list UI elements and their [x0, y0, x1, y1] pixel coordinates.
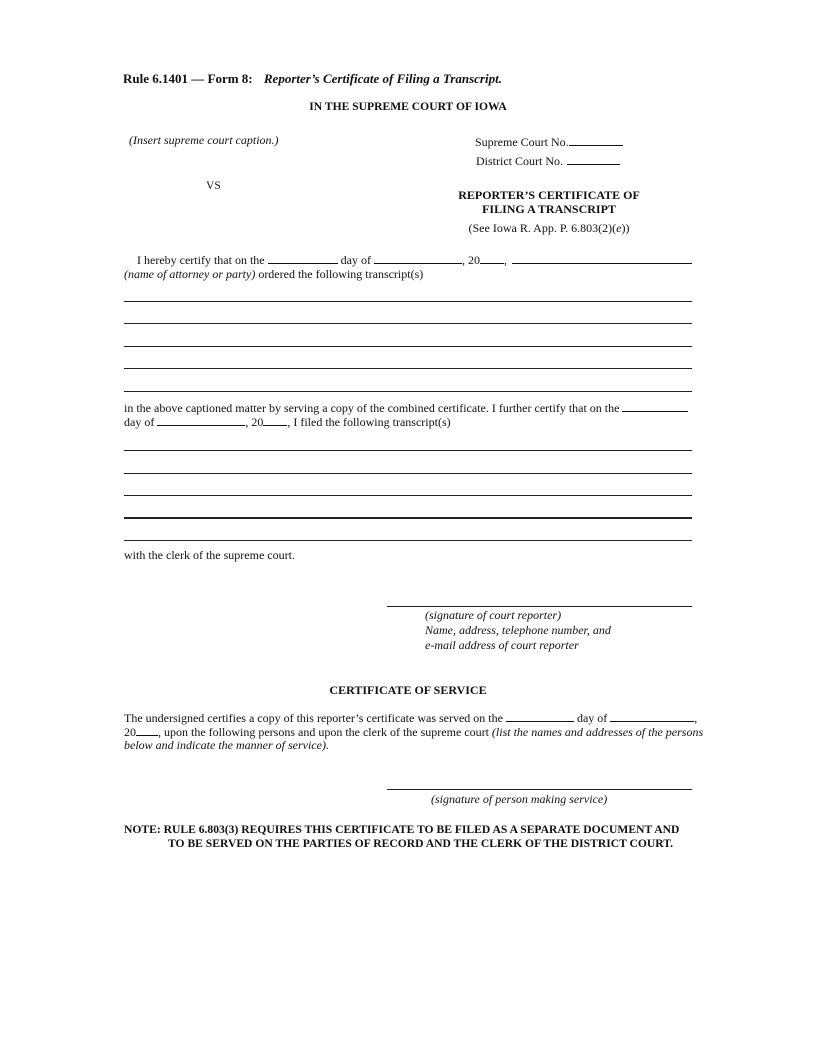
service-day-of: day of [576, 711, 608, 725]
citation-italic: e [616, 221, 622, 235]
service-day-field[interactable] [506, 710, 574, 722]
certify-line [137, 252, 507, 268]
service-signature-line[interactable] [387, 789, 692, 790]
form-heading [123, 71, 502, 86]
ordered-text: ordered the following transcript(s) [255, 267, 424, 281]
service-comma: , [694, 711, 698, 725]
service-signature-hint: (signature of person making service) [431, 792, 608, 806]
name-hint: (name of attorney or party) [124, 267, 256, 281]
service-year-prefix: 20 [124, 725, 136, 739]
insert-caption-hint: (Insert supreme court caption.) [129, 133, 279, 147]
citation-suffix: )) [621, 221, 630, 235]
rule-citation [469, 221, 630, 236]
filed-transcript-line-3[interactable] [124, 495, 692, 496]
form-title: Reporter’s Certificate of Filing a Transcript. [263, 71, 502, 86]
comma-sep: , [503, 253, 507, 267]
certificate-title-line2: FILING A TRANSCRIPT [482, 202, 616, 216]
day-of-label: day of [340, 253, 371, 267]
service-year-field[interactable] [136, 724, 158, 736]
ordered-transcript-line-3[interactable] [124, 346, 692, 347]
order-month-field[interactable] [374, 252, 462, 264]
supreme-court-no-field[interactable] [569, 134, 623, 146]
day-of-label-2: day of [124, 415, 155, 429]
order-year-field[interactable] [480, 252, 504, 264]
reporter-signature-line[interactable] [387, 606, 692, 607]
supreme-court-no-label: Supreme Court No. [475, 135, 569, 149]
supreme-court-no-row [475, 134, 623, 150]
year-prefix-2: , 20 [245, 415, 264, 429]
service-title: CERTIFICATE OF SERVICE [329, 683, 487, 697]
captioned-text: in the above captioned matter by serving a copy of the combined certificate. I further certify that on the [124, 401, 620, 415]
district-court-no-row [476, 153, 620, 169]
ordered-transcript-line-2[interactable] [124, 323, 692, 324]
filed-transcript-line-5[interactable] [124, 540, 692, 541]
reporter-contact-line1: Name, address, telephone number, and [425, 623, 611, 637]
district-court-no-field[interactable] [567, 153, 620, 165]
rule-label: Rule 6.1401 — Form 8: [123, 71, 253, 86]
certificate-title-line1: REPORTER’S CERTIFICATE OF [458, 188, 640, 202]
reporter-contact-line2: e-mail address of court reporter [425, 638, 579, 652]
reporter-signature-hint: (signature of court reporter) [425, 608, 562, 622]
note-line-1: NOTE: RULE 6.803(3) REQUIRES THIS CERTIFICATE TO BE FILED AS A SEPARATE DOCUMENT AND [124, 823, 680, 836]
filed-day-field[interactable] [622, 400, 688, 412]
service-month-field[interactable] [610, 710, 694, 722]
filed-line [124, 414, 451, 430]
year-prefix: , 20 [461, 253, 480, 267]
filed-text: , I filed the following transcript(s) [287, 415, 451, 429]
ordered-transcript-line-1[interactable] [124, 301, 692, 302]
service-line2-mid: , upon the following persons and upon the clerk of the supreme court [158, 725, 492, 739]
filed-transcript-line-1[interactable] [124, 450, 692, 451]
ordered-transcript-line-4[interactable] [124, 368, 692, 369]
versus: VS [206, 179, 221, 192]
attorney-name-field[interactable] [512, 263, 692, 264]
with-clerk-text: with the clerk of the supreme court. [124, 548, 295, 562]
service-line1-start: The undersigned certifies a copy of this reporter’s certificate was served on the [124, 711, 503, 725]
note-line-2: TO BE SERVED ON THE PARTIES OF RECORD AND THE CLERK OF THE DISTRICT COURT. [168, 837, 674, 850]
filed-transcript-line-2[interactable] [124, 473, 692, 474]
service-line2-italic: (list the names and addresses of the persons [491, 725, 704, 739]
ordered-line [124, 267, 423, 282]
ordered-transcript-line-5[interactable] [124, 391, 692, 392]
filed-month-field[interactable] [157, 414, 245, 426]
citation-prefix: (See Iowa R. App. P. 6.803(2)( [468, 221, 617, 235]
service-line-3: below and indicate the manner of service). [124, 738, 329, 752]
court-name: IN THE SUPREME COURT OF IOWA [309, 100, 507, 113]
filed-transcript-line-4[interactable] [124, 517, 692, 519]
order-day-field[interactable] [268, 252, 338, 264]
district-court-no-label: District Court No. [476, 154, 563, 168]
certify-start: I hereby certify that on the [137, 253, 265, 267]
filed-year-field[interactable] [263, 414, 287, 426]
